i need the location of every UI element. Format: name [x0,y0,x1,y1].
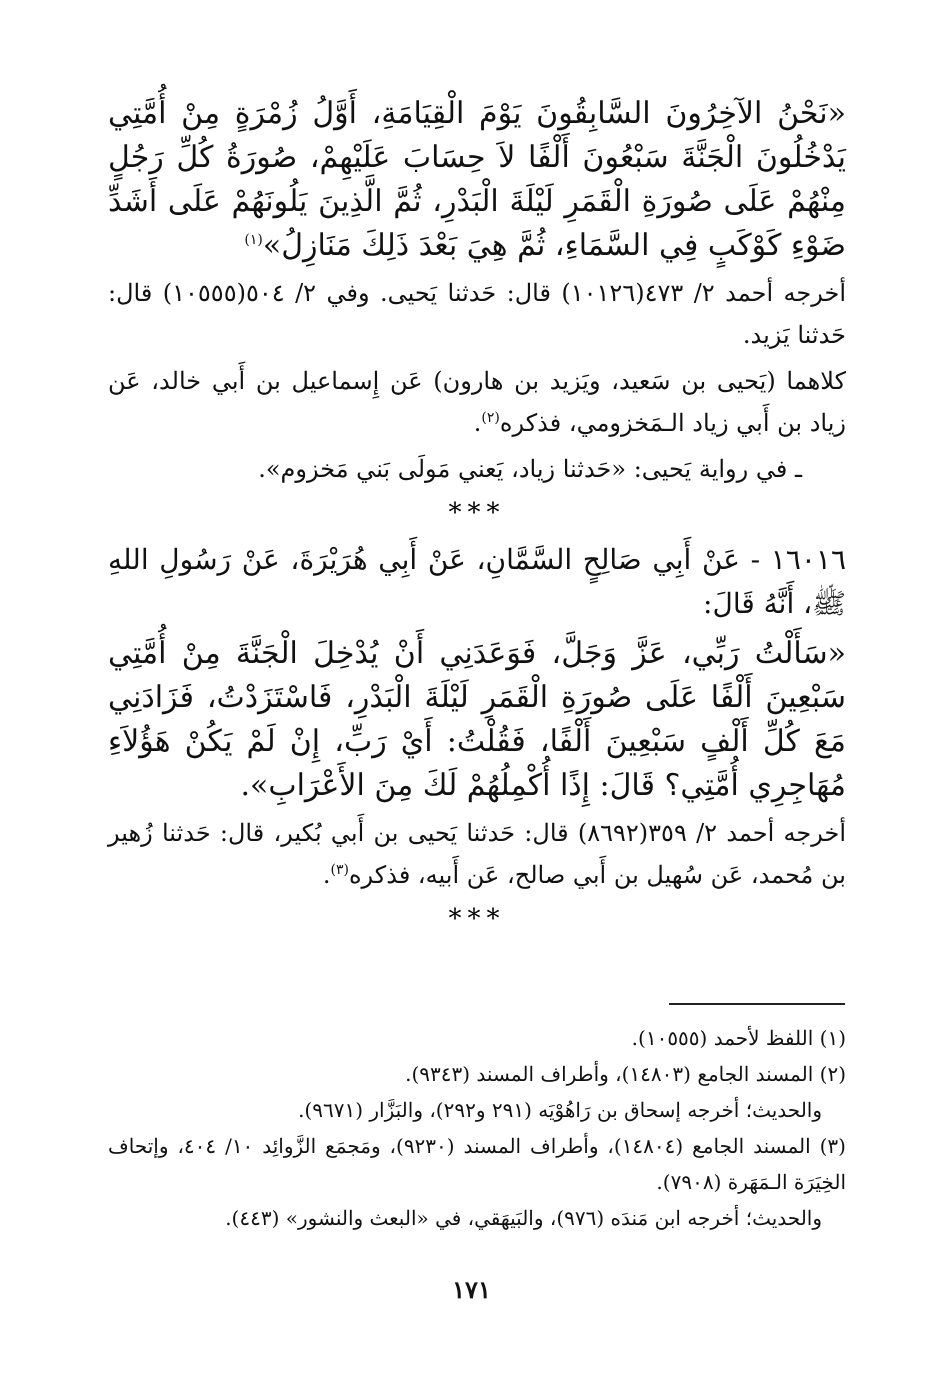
footnote-2-continuation: والحديث؛ أخرجه إسحاق بن رَاهُوْيَه (٢٩١ و٢٩٢)، والبَزَّار (٩٦٧١). [298,1098,822,1122]
footnote-3-continuation: والحديث؛ أخرجه ابن مَندَه (٩٧٦)، والبَيهَقي، في «البعث والنشور» (٤٤٣). [225,1206,822,1230]
source-line-3: ـ في رواية يَحيى: «حَدثنا زياد، يَعني مَولَى بَني مَخزوم». [258,455,802,483]
footnote-ref-3: (٣) [330,862,349,878]
source-line-4: أخرجه أحمد ٢/ ٣٥٩(٨٦٩٢) قال: حَدثنا يَحيى بن أَبي بُكير، قال: حَدثنا زُهير بن مُحمد، عَن سُهيل بن أَبي صالح، عَن أَبيه، فذكره$^{(٣)}$. [108,819,846,889]
main-text [108,92,846,944]
page-number: ١٧١ [452,1275,491,1304]
source-line-2: كلاهما (يَحيى بن سَعيد، ويَزيد بن هارون) عَن إِسماعيل بن أَبي خالد، عَن زياد بن أَبي زياد الـمَخزومي، فذكره$^{(٢)}$. [108,367,846,437]
footnote-2: (٢) المسند الجامع (١٤٨٠٣)، وأطراف المسند (٩٣٤٣). [405,1062,846,1086]
hadith-text-1: «نَحْنُ الآخِرُونَ السَّابِقُونَ يَوْمَ الْقِيَامَةِ، أَوَّلُ زُمْرَةٍ مِنْ أُمَّتِي يَدْخُلُونَ الْجَنَّةَ سَبْعُونَ أَلْفًا لاَ حِسَابَ عَلَيْهِمْ، صُورَةُ كُلِّ رَجُلٍ مِنْهُمْ عَلَى صُورَةِ الْقَمَرِ لَيْلَةَ الْبَدْرِ، ثُمَّ الَّذِينَ يَلُونَهُمْ عَلَى أَشَدِّ ضَوْءِ كَوْكَبٍ فِي السَّمَاءِ، ثُمَّ هِيَ بَعْدَ ذَلِكَ مَنَازِلُ»$^{(١)}$ [108,96,846,263]
hadith-heading-2: ١٦٠١٦ - عَنْ أَبِي صَالِحٍ السَّمَّانِ، عَنْ أَبِي هُرَيْرَةَ، عَنْ رَسُولِ اللهِ ﷺ، أَنَّهُ قَالَ: [108,543,846,620]
footnote-ref-1: (١) [244,232,263,248]
footnote-1: (١) اللفظ لأحمد (١٠٥٥٥). [631,1026,846,1050]
section-separator-1: *** [448,498,506,528]
footnote-ref-2: (٢) [481,410,500,426]
section-separator-2: *** [448,904,506,934]
hadith-text-2: «سَأَلْتُ رَبِّي، عَزَّ وَجَلَّ، فَوَعَدَنِي أَنْ يُدْخِلَ الْجَنَّةَ مِنْ أُمَّتِي سَبْعِينَ أَلْفًا عَلَى صُورَةِ الْقَمَرِ لَيْلَةَ الْبَدْرِ، فَاسْتَزَدْتُ، فَزَادَنِي مَعَ كُلِّ أَلْفٍ سَبْعِينَ أَلْفًا، فَقُلْتُ: أَيْ رَبِّ، إِنْ لَمْ يَكُنْ هَؤُلاَءِ مُهَاجِرِي أُمَّتِي؟ قَالَ: إِذًا أُكْمِلُهُمْ لَكَ مِنَ الأَعْرَابِ». [108,636,846,803]
source-line-1: أخرجه أحمد ٢/ ٤٧٣(١٠١٢٦) قال: حَدثنا يَحيى. وفي ٢/ ٥٠٤(١٠٥٥٥) قال: حَدثنا يَزيد. [108,279,847,349]
footnote-divider [669,1003,845,1005]
footnote-3: (٣) المسند الجامع (١٤٨٠٤)، وأطراف المسند (٩٢٣٠)، ومَجمَع الزَّوائِد ١٠/ ٤٠٤، وإتحاف الخِيَرَة الـمَهَرة (٧٩٠٨). [108,1134,846,1194]
footnotes [108,1020,846,1236]
